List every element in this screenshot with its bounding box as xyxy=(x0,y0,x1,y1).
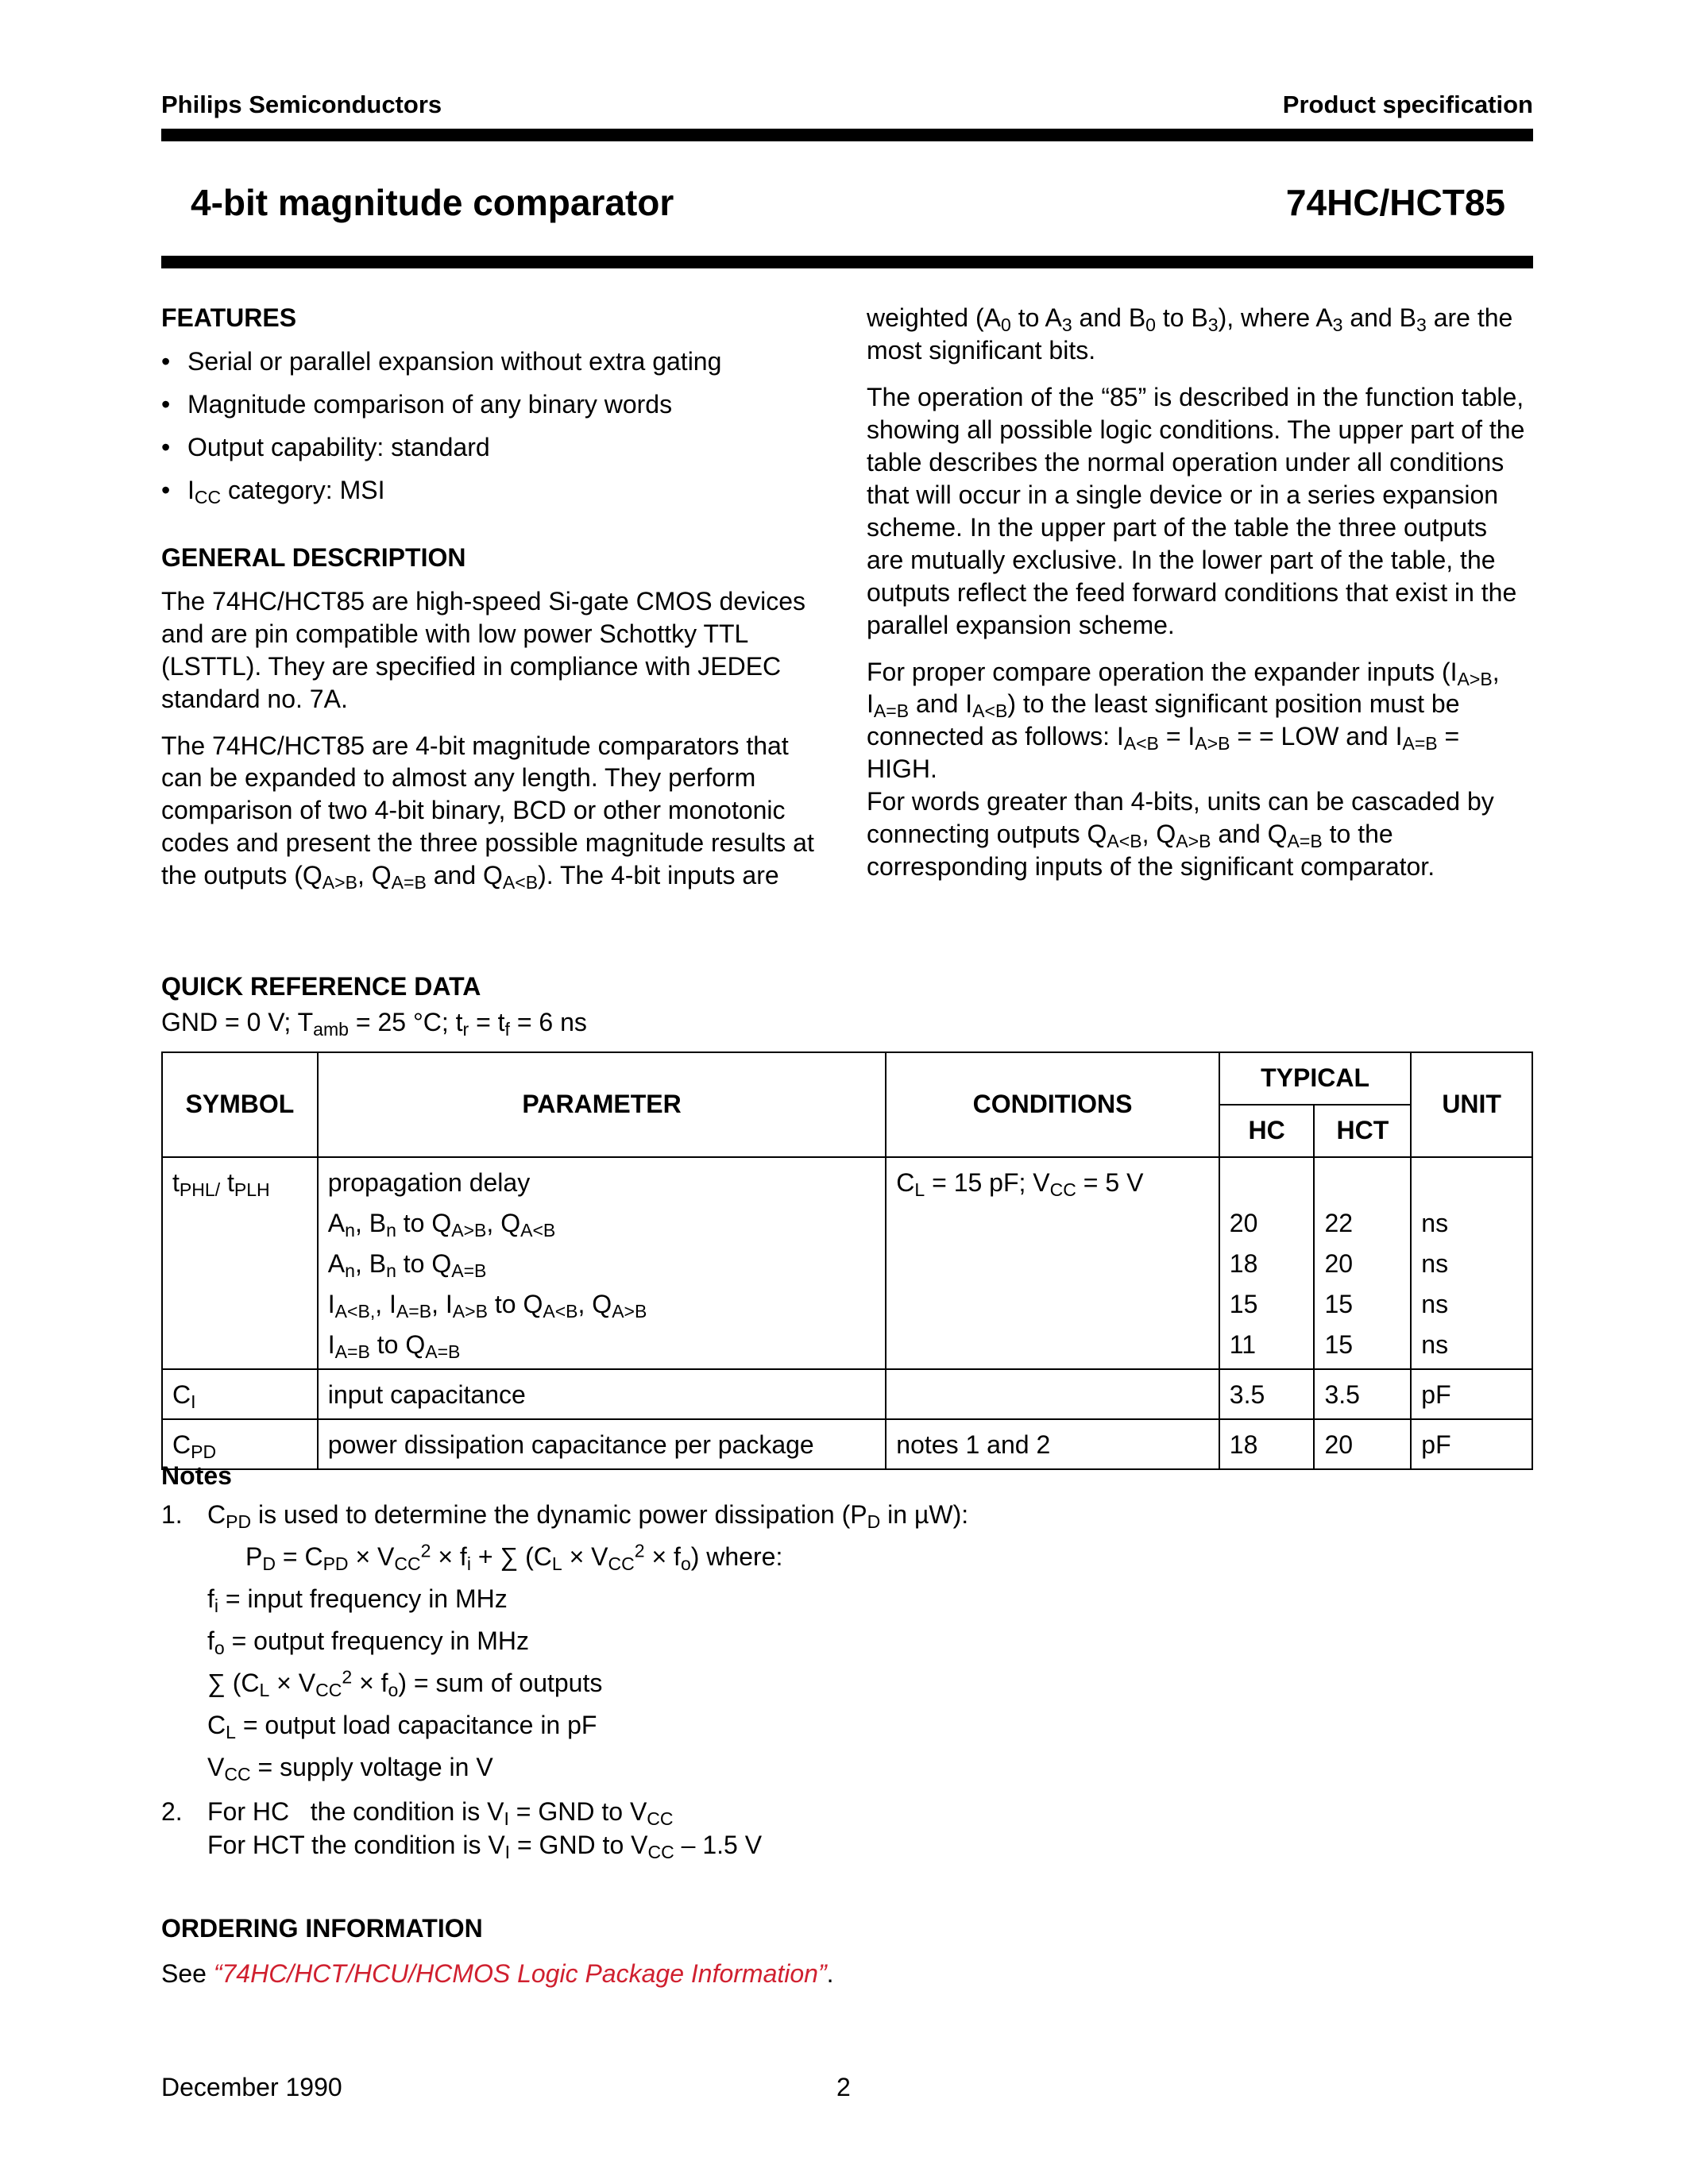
notes-section xyxy=(161,1460,1533,1862)
parameter-cell: propagation delay $A_n$, $B_n$ to $Q_{A>B}$, $Q_{A<B}$ $A_n$, $B_n$ to $Q_{A=B}$ $I_{A<B,}$, $I_{A=B}$, $I_{A>B}$ to $Q_{A<B}$, $Q_{A>B}$ $I_{A=B}$ to $Q_{A=B}$ xyxy=(318,1157,886,1369)
expander-inputs-description: For proper compare operation the expander inputs ($I_{A>B}$, $I_{A=B}$ and $I_{A<B}$) to the least significant position must be connected as follows: $I_{A<B} = I_{A>B}$ = = LOW and $I_{A=B}$ = HIGH. xyxy=(867,657,1500,784)
formula-term-cl: $C_L$ = output load capacitance in pF xyxy=(207,1710,597,1742)
col-conditions: CONDITIONS xyxy=(886,1052,1219,1157)
company-name: Philips Semiconductors xyxy=(161,91,442,118)
cascading-description: For words greater than 4-bits, units can be cascaded by connecting outputs $Q_{A<B}$, $Q_{A>B}$ and $Q_{A=B}$ to the corresponding inputs of the significant comparator. xyxy=(867,787,1494,882)
list-item: • $I_{CC}$ category: MSI xyxy=(161,475,385,507)
col-symbol: SYMBOL xyxy=(162,1052,318,1157)
note-2-hct: For HCT the condition is $V_I$ = GND to $V_{CC} - 1.5$ V xyxy=(207,1830,763,1862)
hc-cell: 20 18 15 11 xyxy=(1219,1157,1315,1369)
package-info-link[interactable]: “74HC/HCT/HCU/HCMOS Logic Package Information” xyxy=(213,1958,827,1988)
footer-date: December 1990 xyxy=(161,2073,342,2101)
quick-reference-section xyxy=(161,970,1533,1470)
description-continued: weighted ($A_0$ to $A_3$ and $B_0$ to $B_3$), where $A_3$ and $B_3$ are the most significant bits. xyxy=(867,303,1513,365)
note-1: 1. $C_{PD}$ is used to determine the dynamic power dissipation ($P_D$ in µW): xyxy=(161,1499,969,1532)
ordering-section xyxy=(161,1912,834,1990)
formula-term-sum: ∑ $(C_L \times V_{CC}^2 \times f_o)$ = sum of outputs xyxy=(207,1666,603,1700)
page-number: 2 xyxy=(836,2073,851,2101)
document-type: Product specification xyxy=(1282,91,1533,118)
ordering-heading: ORDERING INFORMATION xyxy=(161,1914,483,1943)
features-list xyxy=(161,345,825,507)
notes-heading: Notes xyxy=(161,1461,232,1490)
col-hct: HCT xyxy=(1314,1105,1411,1157)
bullet-icon: • xyxy=(161,475,171,504)
quick-reference-heading: QUICK REFERENCE DATA xyxy=(161,972,481,1001)
left-column xyxy=(161,302,825,903)
features-heading: FEATURES xyxy=(161,303,297,332)
right-column xyxy=(867,302,1530,894)
operation-description: The operation of the “85” is described in the function table, showing all possible logic conditions. The upper part of the table describes the normal operation under all conditions that will occur in a single device or in a series expansion scheme. In the upper part of the table the three outputs are mutually exclusive. In the lower part of the table, the outputs reflect the feed forward conditions that exist in the parallel expansion scheme. xyxy=(867,382,1525,639)
symbol-cell: $t_{PHL/}$ $t_{PLH}$ xyxy=(162,1157,318,1369)
general-description-heading: GENERAL DESCRIPTION xyxy=(161,542,466,572)
col-parameter: PARAMETER xyxy=(318,1052,886,1157)
table-row: $C_{PD}$ power dissipation capacitance per package notes 1 and 2 18 20 pF xyxy=(162,1419,1532,1469)
general-description-p1: The 74HC/HCT85 are high-speed Si-gate CMOS devices and are pin compatible with low power Schottky TTL (LSTTL). They are specified in compliance with JEDEC standard no. 7A. xyxy=(161,586,806,713)
col-hc: HC xyxy=(1219,1105,1315,1157)
unit-cell: ns ns ns ns xyxy=(1411,1157,1532,1369)
quick-reference-table xyxy=(161,1051,1533,1470)
table-row: $C_I$ input capacitance 3.5 3.5 pF xyxy=(162,1369,1532,1419)
formula-term-fo: $f_o$ = output frequency in MHz xyxy=(207,1626,530,1658)
col-unit: UNIT xyxy=(1411,1052,1532,1157)
header-rule-bottom xyxy=(161,256,1533,268)
bullet-icon: • xyxy=(161,389,171,419)
bullet-icon: • xyxy=(161,432,171,461)
table-header-row xyxy=(162,1052,1532,1105)
power-formula: $P_D = C_{PD} \times V_{CC}^2 \times f_i$ + ∑ $(C_L \times V_{CC}^2 \times f_o)$ where: xyxy=(245,1540,783,1574)
formula-term-fi: $f_i$ = input frequency in MHz xyxy=(207,1584,508,1616)
conditions-cell: $C_L = 15$ pF; $V_{CC} = 5$ V xyxy=(886,1157,1219,1369)
note-2: 2. For HC the condition is $V_I$ = GND to $V_{CC}$ xyxy=(161,1796,674,1829)
page-title: 4-bit magnitude comparator xyxy=(191,182,674,223)
list-item: • Magnitude comparison of any binary words xyxy=(161,388,825,421)
list-item: • Serial or parallel expansion without extra gating xyxy=(161,345,825,378)
bullet-icon: • xyxy=(161,346,171,376)
col-typical: TYPICAL xyxy=(1219,1052,1412,1105)
header-rule-top xyxy=(161,129,1533,141)
list-item: • Output capability: standard xyxy=(161,431,825,464)
general-description-p2: The 74HC/HCT85 are 4-bit magnitude comparators that can be expanded to almost any length. They perform comparison of two 4-bit binary, BCD or other monotonic codes and present the three possible magnitude results at the outputs ($Q_{A>B}$, $Q_{A=B}$ and $Q_{A<B}$). The 4-bit inputs are xyxy=(161,731,814,893)
ordering-text: See “74HC/HCT/HCU/HCMOS Logic Package Information”. xyxy=(161,1958,834,1988)
part-number: 74HC/HCT85 xyxy=(1285,182,1505,223)
table-row xyxy=(162,1157,1532,1369)
quick-reference-conditions: GND = 0 V; $T_{amb} = 25$ °C; $t_r = t_f = 6$ ns xyxy=(161,1007,587,1040)
formula-term-vcc: $V_{CC}$ = supply voltage in V xyxy=(207,1752,493,1785)
hct-cell: 22 20 15 15 xyxy=(1314,1157,1411,1369)
